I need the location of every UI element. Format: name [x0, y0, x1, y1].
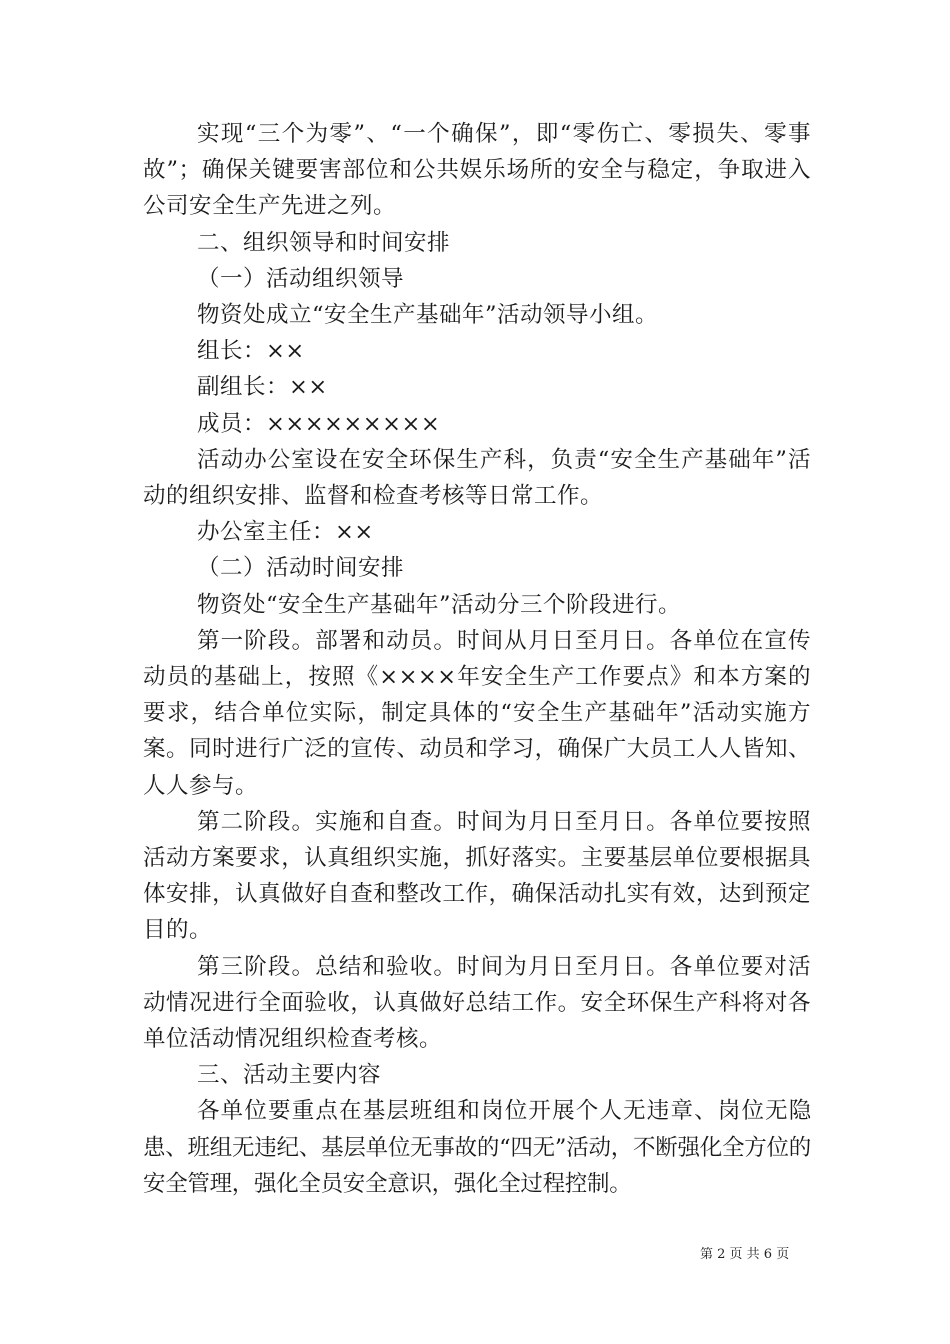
subheading-organization: （一）活动组织领导	[197, 265, 405, 292]
paragraph-group-leader: 组长：××	[197, 338, 305, 365]
paragraph-three-stages: 物资处“安全生产基础年”活动分三个阶段进行。	[197, 591, 682, 618]
document-body	[143, 116, 811, 1202]
subheading-schedule: （二）活动时间安排	[197, 555, 405, 582]
paragraph-members: 成员：×××××××××	[197, 410, 441, 437]
page-number-footer: 第 2 页 共 6 页	[700, 1247, 790, 1262]
paragraph-activity-office: 活动办公室设在安全环保生产科，负责“安全生产基础年”活动的组织安排、监督和检查考核等日常工作。	[143, 446, 811, 510]
paragraph-main-content: 各单位要重点在基层班组和岗位开展个人无违章、岗位无隐患、班组无违纪、基层单位无事故的“四无”活动，不断强化全方位的安全管理，强化全员安全意识，强化全过程控制。	[143, 1098, 811, 1197]
paragraph-stage-2: 第二阶段。实施和自查。时间为月日至月日。各单位要按照活动方案要求，认真组织实施，抓好落实。主要基层单位要根据具体安排，认真做好自查和整改工作，确保活动扎实有效，达到预定目的。	[143, 808, 811, 944]
paragraph-stage-3: 第三阶段。总结和验收。时间为月日至月日。各单位要对活动情况进行全面验收，认真做好总结工作。安全环保生产科将对各单位活动情况组织检查考核。	[143, 953, 811, 1053]
paragraph-intro-goals: 实现“三个为零”、“一个确保”，即“零伤亡、零损失、零事故”；确保关键要害部位和公共娱乐场所的安全与稳定，争取进入公司安全生产先进之列。	[143, 121, 811, 220]
paragraph-stage-1: 第一阶段。部署和动员。时间从月日至月日。各单位在宣传动员的基础上，按照《××××年安全生产工作要点》和本方案的要求，结合单位实际，制定具体的“安全生产基础年”活动实施方案。同时进行广泛的宣传、动员和学习，确保广大员工人人皆知、人人参与。	[143, 627, 811, 799]
paragraph-leadership-group: 物资处成立“安全生产基础年”活动领导小组。	[197, 302, 659, 329]
heading-section-2: 二、组织领导和时间安排	[197, 229, 451, 256]
paragraph-office-director: 办公室主任：××	[197, 519, 374, 546]
heading-section-3: 三、活动主要内容	[197, 1062, 382, 1089]
paragraph-deputy-leader: 副组长：××	[197, 374, 328, 401]
